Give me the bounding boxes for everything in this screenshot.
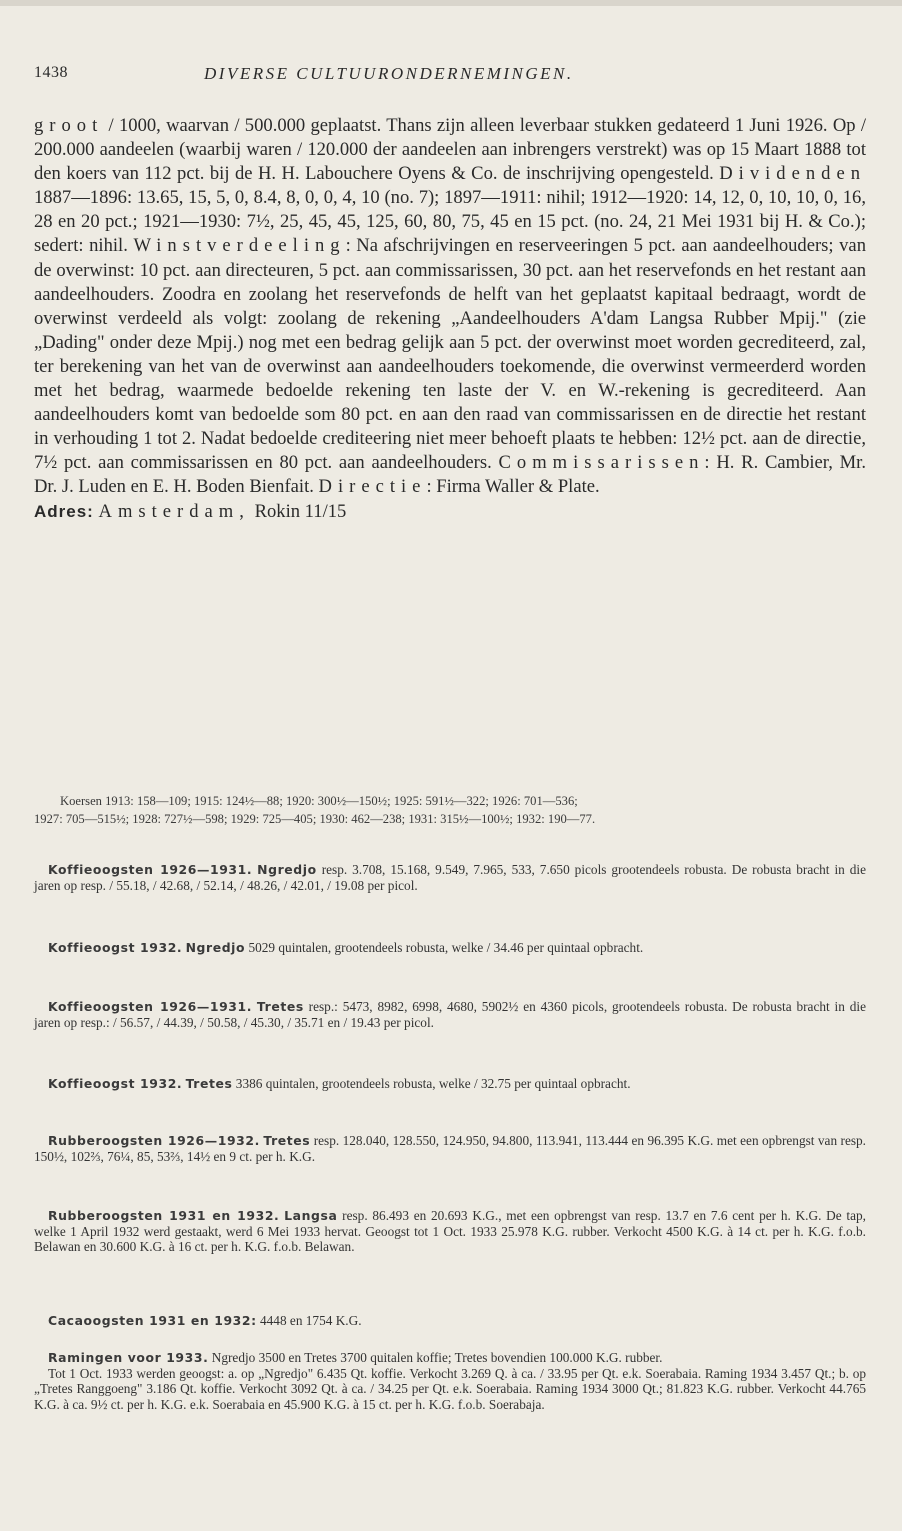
section-heading: Ramingen voor 1933. <box>48 1350 209 1365</box>
adres-label: Adres: <box>34 501 94 521</box>
section-heading: Koffieoogsten 1926—1931. <box>48 999 253 1014</box>
page-top-edge <box>0 0 902 6</box>
page-header <box>34 64 868 90</box>
section-koffie-ngredjo-1932 <box>34 940 866 956</box>
directie-text: : Firma Waller & Plate. <box>426 476 600 498</box>
section-heading: Koffieoogst 1932. <box>48 1076 183 1091</box>
section-heading: Koffieoogst 1932. <box>48 940 183 955</box>
page-number: 1438 <box>34 64 68 81</box>
section-estate: Ngredjo <box>185 940 246 955</box>
adres-city: Amsterdam, <box>98 500 250 522</box>
section-koffie-ngredjo-1926 <box>34 862 866 893</box>
section-estate: Ngredjo <box>257 862 317 877</box>
directie-label: Directie <box>318 476 427 498</box>
capital-text: / 1000, waarvan / 500.000 geplaatst. Thans zijn alleen leverbaar stukken gedateerd 1 Juni 1926. Op / 200.000 aandeelen (waarbij waren / 120.000 der aandeelen aan inbrengers verstrekt) was op 15 Maart 1888 tot den koers van 112 pct. bij de H. H. Labouchere Oyens & Co. de inschrijving opengesteld. <box>34 115 866 185</box>
section-rubber-tretes <box>34 1133 866 1164</box>
groot-spaced: groot <box>34 115 104 136</box>
koersen-block <box>34 792 866 828</box>
section-koffie-tretes-1932 <box>34 1076 866 1092</box>
section-ramingen <box>34 1350 866 1412</box>
section-estate: Tretes <box>256 999 304 1014</box>
dividenden-label: Dividenden <box>719 163 866 185</box>
section-text: 3386 quintalen, grootendeels robusta, welke / 32.75 per quintaal opbracht. <box>232 1076 631 1091</box>
adres-street: Rokin 11/15 <box>249 500 347 522</box>
section-text: resp. 86.493 en 20.693 K.G., met een opbrengst van resp. 13.7 en 7.6 cent per h. K.G. De tap, welke 1 April 1932 werd gestaakt, werd 6 Mei 1933 hervat. Geoogst tot 1 Oct. 1933 25.978 K.G. rubber. Verkocht 4500 K.G. à 14 ct. per h. K.G. f.o.b. Belawan en 30.600 K.G. à 16 ct. per h. K.G. f.o.b. Belawan. <box>34 1208 866 1255</box>
section-estate: Tretes <box>263 1133 311 1148</box>
commissarissen-text: : H. R. Cambier, Mr. Dr. J. Luden en E. H. Boden Bienfait. <box>34 452 866 498</box>
section-heading: Rubberoogsten 1926—1932. <box>48 1133 260 1148</box>
section-text: resp.: 5473, 8982, 6998, 4680, 5902½ en 4360 picols, grootendeels robusta. De robusta bracht in die jaren op resp.: / 56.57, / 44.39, / 50.58, / 45.30, / 35.71 en / 19.43 per picol. <box>34 999 866 1030</box>
section-estate: Langsa <box>284 1208 338 1223</box>
section-rubber-langsa <box>34 1208 866 1255</box>
commissarissen-label: Commissarissen <box>498 452 705 474</box>
section-cacao <box>34 1313 866 1329</box>
section-koffie-tretes-1926 <box>34 999 866 1030</box>
running-head: DIVERSE CULTUURONDERNEMINGEN. <box>204 64 574 83</box>
section-heading: Koffieoogsten 1926—1931. <box>48 862 253 877</box>
section-text-2: Tot 1 Oct. 1933 werden geoogst: a. op „Ngredjo" 6.435 Qt. koffie. Verkocht 3.269 Q. à ca. / 33.95 per Qt. e.k. Soerabaia. Raming 1934 3.457 Qt.; b. op „Tretes Ranggoeng" 3.186 Qt. koffie. Verkocht 3092 Qt. à ca. / 34.25 per Qt. e.k. Soerabaia. Raming 1934 3000 Qt.; 81.823 K.G. rubber. Verkocht 44.765 K.G. à ca. 9½ ct. per h. K.G. e.k. Soerabaia en 45.900 K.G. à 15 ct. per h. K.G. f.o.b. Soerabaja. <box>34 1365 866 1412</box>
section-heading: Rubberoogsten 1931 en 1932. <box>48 1208 280 1223</box>
adres-line <box>34 500 866 524</box>
koersen-line-2: 1927: 705—515½; 1928: 727½—598; 1929: 725—405; 1930: 462—238; 1931: 315½—100½; 1932: 190—77. <box>34 812 596 826</box>
section-text: resp. 3.708, 15.168, 9.549, 7.965, 533, 7.650 picols grootendeels robusta. De robusta bracht in die jaren op resp. / 55.18, / 42.68, / 52.14, / 48.26, / 42.01, / 19.08 per picol. <box>34 862 867 893</box>
section-text: 5029 quintalen, grootendeels robusta, welke / 34.46 per quintaal opbracht. <box>245 940 644 955</box>
section-estate: Tretes <box>185 1076 233 1091</box>
koersen-line-1: Koersen 1913: 158—109; 1915: 124½—88; 1920: 300½—150½; 1925: 591½—322; 1926: 701—536; <box>60 794 578 808</box>
section-text: 4448 en 1754 K.G. <box>256 1313 362 1328</box>
main-paragraph <box>34 114 866 524</box>
section-text: resp. 128.040, 128.550, 124.950, 94.800, 113.941, 113.444 en 96.395 K.G. met een opbrengst van resp. 150½, 102⅔, 76¼, 85, 53⅔, 14½ en 9 ct. per h. K.G. <box>34 1133 867 1164</box>
section-text: Ngredjo 3500 en Tretes 3700 quitalen koffie; Tretes bovendien 100.000 K.G. rubber. <box>208 1350 663 1365</box>
section-heading: Cacaoogsten 1931 en 1932: <box>48 1313 257 1328</box>
winstverdeeling-text: : Na afschrijvingen en reserveeringen 5 pct. aan aandeelhouders; van de overwinst: 10 pct. aan directeuren, 5 pct. aan commissarissen, 30 pct. aan het reservefonds en het restant aan aandeelhouders. Zoodra en zoolang het reservefonds de helft van het geplaatst kapitaal bedraagt, wordt de overwinst verdeeld als volgt: zoolang de rekening „Aandeelhouders A'dam Langsa Rubber Mpij." (zie „Dading" onder deze Mpij.) nog met een bedrag gelijk aan 5 pct. der overwinst moet worden gecrediteerd, zal, ter berekening van het van de overwinst aan aandeelhouders toekomende, die overwinst vermeerderd worden met het bedrag, waarmede bedoelde rekening ten laste der V. en W.-rekening is gecrediteerd. Aan aandeelhouders komt van bedoelde som 80 pct. en aan den raad van commissarissen en de directie het restant in verhouding 1 tot 2. Nadat bedoelde crediteering niet meer behoeft plaats te hebben: 12½ pct. aan de directie, 7½ pct. aan commissarissen en 80 pct. aan aandeelhouders. <box>34 235 866 474</box>
winstverdeeling-label: Winstverdeeling <box>133 235 346 257</box>
dividenden-text: 1887—1896: 13.65, 15, 5, 0, 8.4, 8, 0, 0, 4, 10 (no. 7); 1897—1911: nihil; 1912—1920: 14, 12, 0, 10, 10, 0, 16, 28 en 20 pct.; 1921—1930: 7½, 25, 45, 45, 125, 60, 80, 75, 45 en 15 pct. (no. 24, 21 Mei 1931 bij H. & Co.); sedert: nihil. <box>34 187 866 257</box>
